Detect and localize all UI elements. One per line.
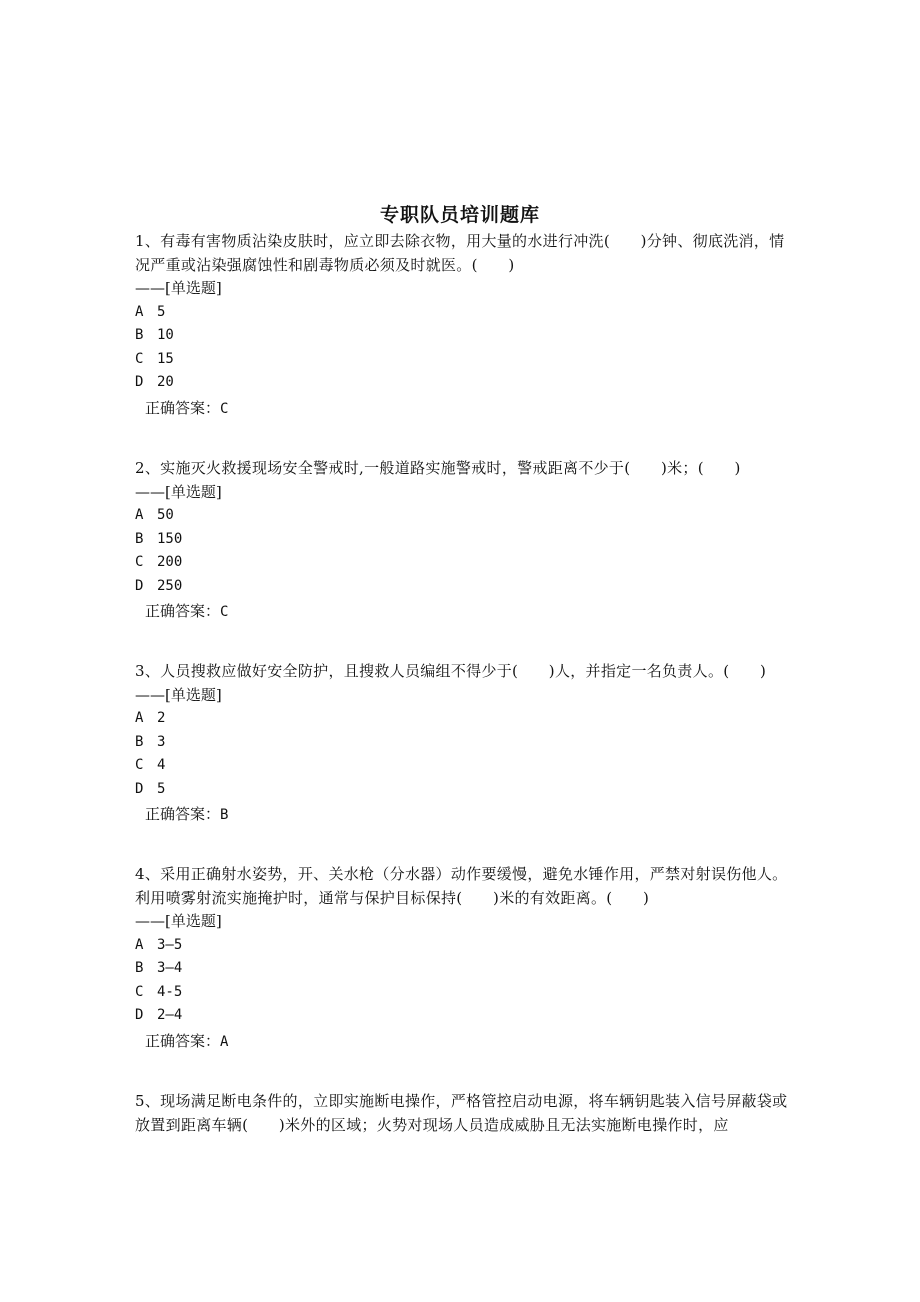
option-c	[135, 754, 795, 778]
question-3	[135, 660, 795, 828]
option-value: 2—4	[157, 1007, 183, 1023]
option-d	[135, 371, 795, 395]
option-letter: B	[135, 960, 144, 976]
option-letter: A	[135, 936, 144, 953]
question-text: 4、采用正确射水姿势，开、关水枪（分水器）动作要缓慢，避免水锤作用，严禁对射误伤他人。利用喷雾射流实施掩护时，通常与保护目标保持( )米的有效距离。( )	[135, 865, 788, 907]
option-letter: B	[135, 733, 144, 750]
option-value: 10	[157, 327, 174, 343]
question-text: 3、人员搜救应做好安全防护，且搜救人员编组不得少于( )人，并指定一名负责人。( )	[135, 662, 767, 680]
option-b	[135, 324, 795, 348]
correct-answer	[145, 600, 795, 625]
option-letter: A	[135, 710, 144, 726]
question-type: ——[单选题]	[135, 482, 222, 501]
option-letter: D	[135, 1007, 144, 1023]
correct-answer	[145, 397, 795, 422]
answer-value: C	[220, 604, 229, 620]
option-value: 150	[157, 530, 183, 547]
question-text: 1、有毒有害物质沾染皮肤时，应立即去除衣物，用大量的水进行冲洗( )分钟、彻底洗消，情况严重或沾染强腐蚀性和剧毒物质必须及时就医。( )	[135, 232, 785, 274]
option-b	[135, 731, 795, 755]
option-value: 3	[157, 733, 166, 750]
answer-label: 正确答案：	[145, 602, 221, 620]
answer-value: B	[220, 807, 229, 823]
option-list	[135, 934, 795, 1028]
option-value: 3—5	[157, 936, 183, 953]
option-value: 2	[157, 710, 166, 726]
option-value: 15	[157, 350, 174, 367]
option-letter: C	[135, 983, 144, 1000]
question-4	[135, 863, 795, 1054]
question-1	[135, 230, 795, 421]
answer-value: A	[220, 1033, 229, 1050]
correct-answer	[145, 1030, 795, 1055]
option-value: 5	[157, 780, 166, 797]
question-text: 5、现场满足断电条件的，立即实施断电操作，严格管控启动电源，将车辆钥匙装入信号屏蔽袋或放置到距离车辆( )米外的区域；火势对现场人员造成威胁且无法实施断电操作时，应	[135, 1092, 788, 1134]
option-value: 250	[157, 577, 183, 594]
option-value: 200	[157, 554, 183, 570]
option-c	[135, 981, 795, 1005]
option-letter: C	[135, 554, 144, 570]
option-letter: C	[135, 757, 144, 773]
option-letter: B	[135, 327, 144, 343]
option-value: 3—4	[157, 960, 183, 976]
option-a	[135, 301, 795, 325]
question-5	[135, 1090, 795, 1137]
question-type: ——[单选题]	[135, 685, 222, 704]
option-letter: A	[135, 303, 144, 320]
question-2	[135, 457, 795, 625]
option-a	[135, 934, 795, 958]
option-letter: D	[135, 577, 144, 594]
question-type: ——[单选题]	[135, 912, 222, 930]
answer-label: 正确答案：	[145, 398, 221, 417]
option-list	[135, 301, 795, 395]
option-a	[135, 707, 795, 731]
question-type: ——[单选题]	[135, 279, 222, 297]
answer-label: 正确答案：	[145, 805, 221, 823]
option-value: 4	[157, 757, 166, 773]
option-b	[135, 528, 795, 552]
option-b	[135, 957, 795, 981]
option-letter: D	[135, 374, 144, 390]
option-value: 4-5	[157, 983, 183, 1000]
option-d	[135, 778, 795, 802]
option-letter: A	[135, 507, 144, 523]
answer-value: C	[220, 400, 229, 417]
option-list	[135, 707, 795, 801]
option-value: 5	[157, 303, 166, 320]
option-list	[135, 504, 795, 598]
correct-answer	[145, 803, 795, 828]
option-d	[135, 1004, 795, 1028]
question-text: 2、实施灭火救援现场安全警戒时,一般道路实施警戒时，警戒距离不少于( )米；( )	[135, 459, 741, 477]
document-title: 专职队员培训题库	[379, 204, 540, 226]
option-letter: C	[135, 350, 144, 367]
option-value: 20	[157, 374, 174, 390]
answer-label: 正确答案：	[145, 1031, 221, 1050]
option-d	[135, 575, 795, 599]
option-c	[135, 348, 795, 372]
option-letter: D	[135, 780, 144, 797]
option-letter: B	[135, 530, 144, 547]
option-c	[135, 551, 795, 575]
option-a	[135, 504, 795, 528]
option-value: 50	[157, 507, 174, 523]
